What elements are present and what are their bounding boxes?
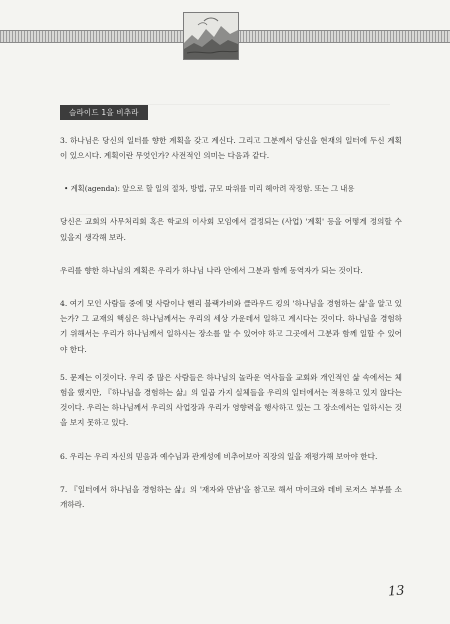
slide-instruction-label: 슬라이드 1을 비추라 [60, 105, 148, 120]
landscape-emblem-icon [183, 12, 239, 60]
paragraph-church-plan: 당신은 교회의 사무처리회 혹은 학교의 이사회 모임에서 결정되는 (사업) '계획' 등을 어떻게 정의할 수 있을지 생각해 보라. [60, 217, 402, 242]
paragraph-6: 6. 우리는 우리 자신의 믿음과 예수님과 관계성에 비추어보아 직장의 일을 재평가해 보아야 한다. [60, 451, 378, 461]
paragraph-3: 3. 하나님은 당신의 일터를 향한 계획을 갖고 계신다. 그리고 그분께서 당신을 현재의 일터에 두신 계획이 있으시다. 계획이란 무엇인가? 사전적인 의미는 다음과 같다. [60, 136, 402, 161]
definition-bullet: • 계획(agenda): 앞으로 할 일의 절차, 방법, 규모 따위를 미리 헤아려 작정함. 또는 그 내용 [64, 184, 355, 194]
page-number: 13 [387, 583, 406, 600]
paragraph-god-plan: 우리를 향한 하나님의 계획은 우리가 하나님 나라 안에서 그분과 함께 동역자가 되는 것이다. [60, 265, 363, 275]
page-content [60, 100, 402, 512]
paragraph-7: 7. 『일터에서 하나님을 경험하는 삶』의 '재자와 만남'을 참고로 해서 마이크와 데비 로저스 부부를 소개하라. [60, 484, 402, 510]
paragraph-5: 5. 문제는 이것이다. 우리 중 많은 사람들은 하나님의 놀라운 역사들을 교회와 개인적인 삶 속에서는 체험을 했지만, 『하나님을 경험하는 삶』의 일곱 가지 실체들을 우리의 일터에서는 적용하고 있지 않다는 것이다. 우리는 하나님께서 우리의 사업장과 우리가 영향력을 행사하고 있는 그 장소에서는 일하시는 것을 보지 못하고 있다. [60, 372, 402, 428]
paragraph-4: 4. 여기 모인 사람들 중에 몇 사람이나 헨리 블랙가비와 클라우드 킹의 '하나님을 경험하는 삶'을 알고 있는가? 그 교재의 핵심은 하나님께서는 우리의 세상 가운데서 일하고 계시다는 것이다. 하나님을 경험하기 위해서는 우리가 하나님께서 일하시는 장소를 알 수 있어야 하고 그곳에서 그분과 함께 일할 수 있어야 한다. [60, 299, 402, 354]
